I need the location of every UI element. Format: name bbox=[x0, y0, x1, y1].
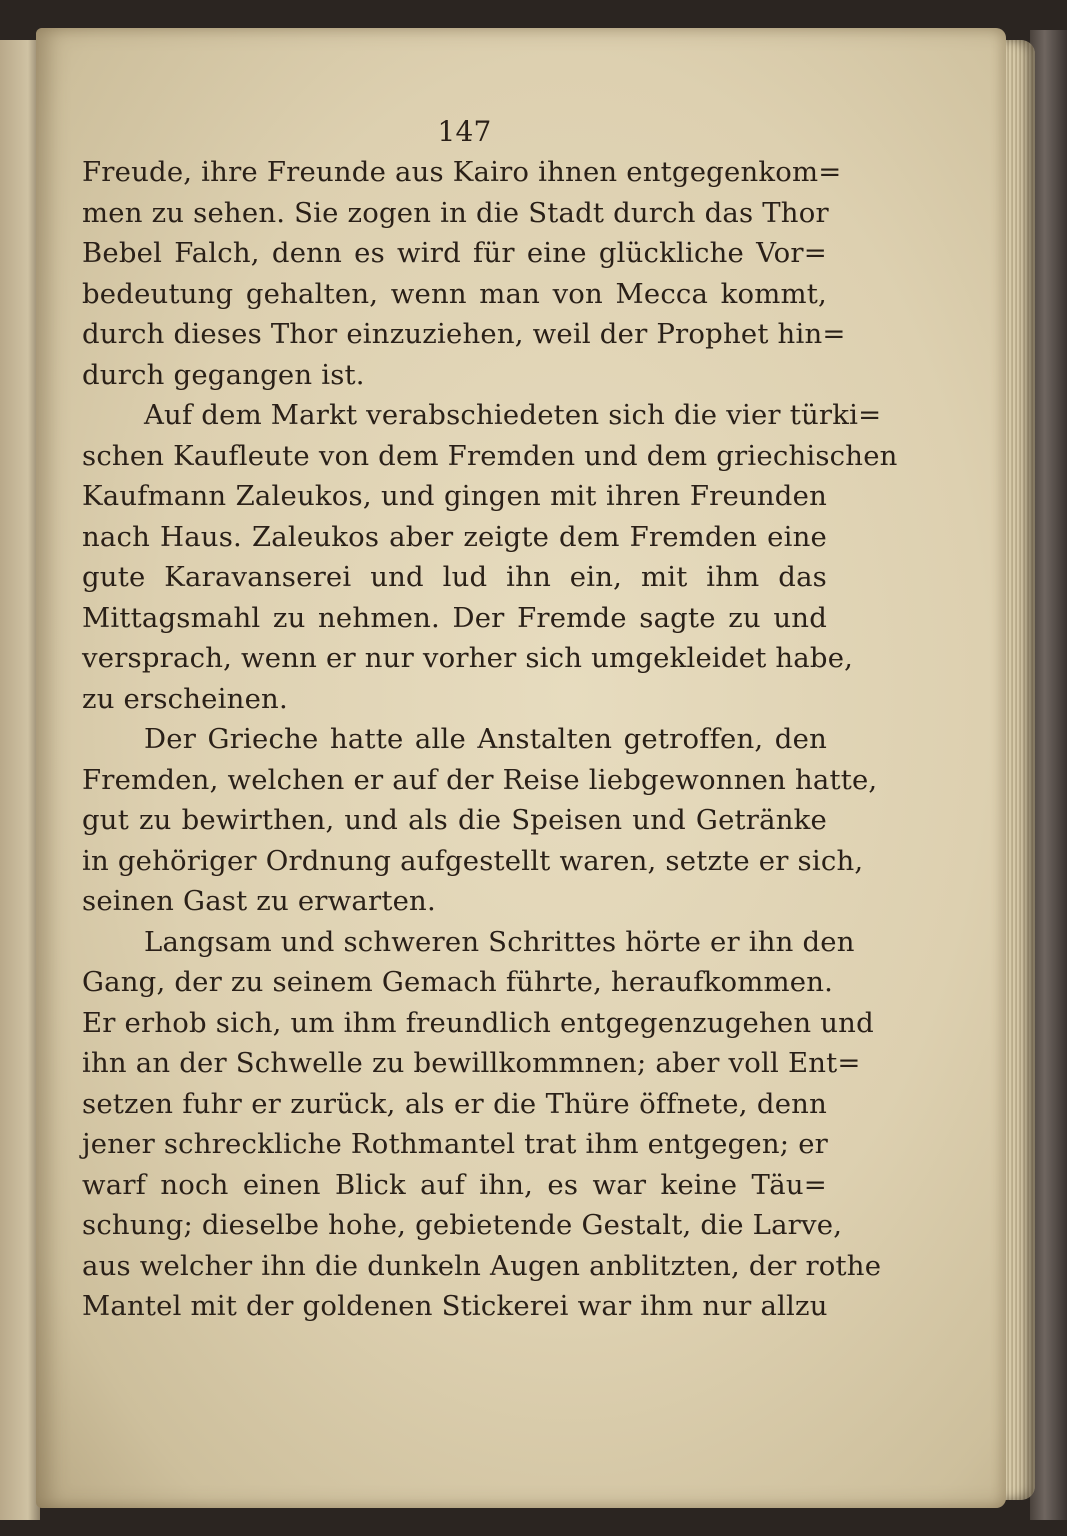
text-line: gut zu bewirthen, und als die Speisen und Getränke bbox=[82, 804, 827, 836]
text-line: nach Haus. Zaleukos aber zeigte dem Fremden eine bbox=[82, 520, 827, 553]
text-line: gute Karavanserei und lud ihn ein, mit ihm das bbox=[82, 561, 827, 593]
text-line: in gehöriger Ordnung aufgestellt waren, setzte er sich, bbox=[82, 844, 864, 877]
text-line: durch gegangen ist. bbox=[82, 358, 365, 391]
text-line: schen Kaufleute von dem Fremden und dem griechischen bbox=[82, 439, 898, 472]
text-line: Mittagsmahl zu nehmen. Der Fremde sagte zu und bbox=[82, 601, 827, 634]
text-line: seinen Gast zu erwarten. bbox=[82, 885, 436, 917]
paragraph-3 bbox=[82, 719, 878, 922]
page-text bbox=[82, 112, 898, 1327]
text-line: Kaufmann Zaleukos, und gingen mit ihren Freunden bbox=[82, 480, 827, 512]
text-line: zu erscheinen. bbox=[82, 682, 288, 715]
paragraph-4 bbox=[82, 922, 882, 1327]
text-line: durch dieses Thor einzuziehen, weil der Prophet hin= bbox=[82, 318, 846, 350]
text-line: Gang, der zu seinem Gemach führte, heraufkommen. bbox=[82, 966, 834, 998]
text-line: versprach, wenn er nur vorher sich umgekleidet habe, bbox=[82, 642, 854, 674]
facing-page-edge bbox=[0, 40, 40, 1520]
text-line: Bebel Falch, denn es wird für eine glückliche Vor= bbox=[82, 237, 827, 269]
text-line: Fremden, welchen er auf der Reise liebgewonnen hatte, bbox=[82, 763, 878, 796]
text-line: Auf dem Markt verabschiedeten sich die vier türki= bbox=[144, 399, 882, 431]
text-line: setzen fuhr er zurück, als er die Thüre öffnete, denn bbox=[82, 1087, 827, 1120]
text-line: ihn an der Schwelle zu bewillkommnen; aber voll Ent= bbox=[82, 1047, 861, 1079]
text-line: jener schreckliche Rothmantel trat ihm entgegen; er bbox=[82, 1128, 829, 1160]
text-line: Mantel mit der goldenen Stickerei war ihm nur allzu bbox=[82, 1290, 828, 1322]
book-cover-edge bbox=[1030, 30, 1067, 1520]
text-line: schung; dieselbe hohe, gebietende Gestalt, die Larve, bbox=[82, 1209, 843, 1241]
text-line: Der Grieche hatte alle Anstalten getroffen, den bbox=[144, 723, 827, 755]
text-line: bedeutung gehalten, wenn man von Mecca kommt, bbox=[82, 277, 827, 310]
text-line: men zu sehen. Sie zogen in die Stadt durch das Thor bbox=[82, 196, 829, 229]
text-line: Langsam und schweren Schrittes hörte er ihn den bbox=[144, 925, 855, 958]
text-line: Er erhob sich, um ihm freundlich entgegenzugehen und bbox=[82, 1006, 874, 1039]
page-number: 147 bbox=[437, 115, 492, 148]
text-line: warf noch einen Blick auf ihn, es war keine Täu= bbox=[82, 1168, 827, 1201]
text-line: Freude, ihre Freunde aus Kairo ihnen entgegenkom= bbox=[82, 156, 842, 188]
paragraph-2 bbox=[82, 395, 898, 719]
paragraph-1 bbox=[82, 152, 846, 395]
text-line: aus welcher ihn die dunkeln Augen anblitzten, der rothe bbox=[82, 1249, 882, 1282]
